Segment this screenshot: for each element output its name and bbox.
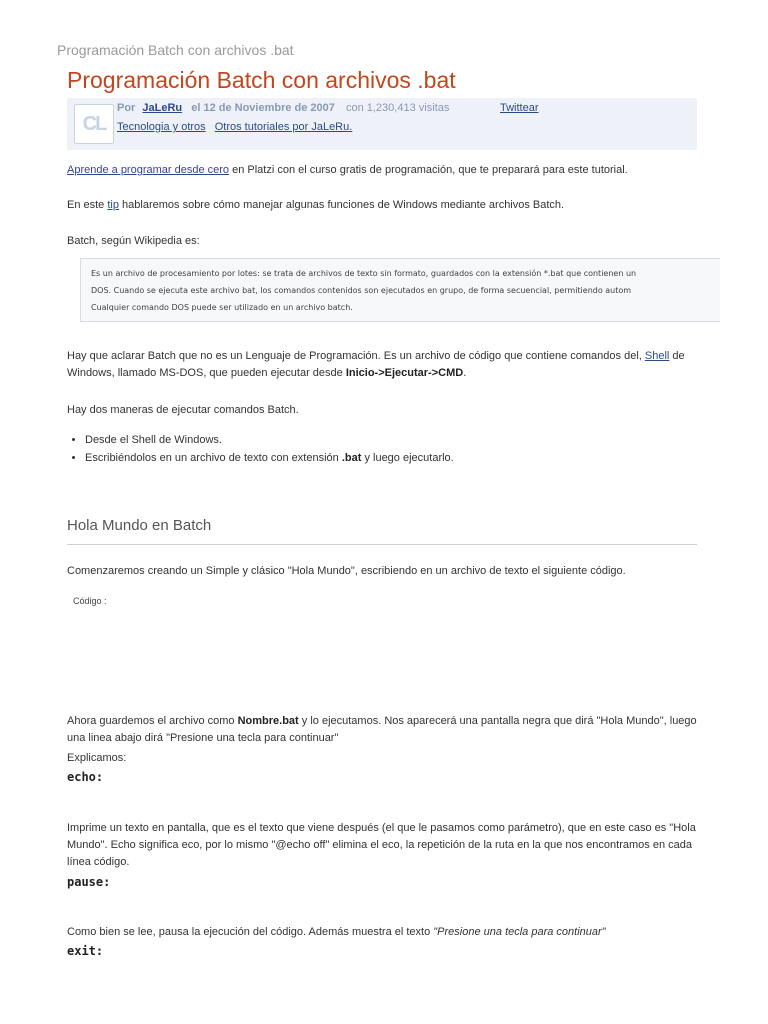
document-title: Programación Batch con archivos .bat <box>57 42 294 58</box>
list-item-text: Escribiéndolos en un archivo de texto con extensión <box>85 452 342 464</box>
quote-line: Es un archivo de procesamiento por lotes: se trata de archivos de texto sin formato, guardados con la extensión *.bat que contienen un <box>91 269 637 278</box>
ways-list <box>67 431 454 467</box>
post-meta-line <box>117 102 449 114</box>
tip-text-after: hablaremos sobre cómo manejar algunas funciones de Windows mediante archivos Batch. <box>118 199 565 211</box>
quote-line: DOS. Cuando se ejecuta este archivo bat, los comandos contenidos son ejecutados en grupo, de forma secuencial, permitiendo autom <box>91 286 632 295</box>
post-links <box>117 121 352 133</box>
list-item <box>85 449 454 467</box>
explain-label: Explicamos: <box>67 752 127 764</box>
explanation-text: . <box>463 367 467 379</box>
exit-heading: exit: <box>67 944 104 958</box>
tip-link[interactable]: tip <box>107 199 119 211</box>
list-item-text: y luego ejecutarlo. <box>361 452 454 464</box>
category-link[interactable]: Tecnologia y otros <box>117 121 206 133</box>
code-label: Código : <box>73 596 107 606</box>
tip-text-before: En este <box>67 199 108 211</box>
explanation-text: de Windows, llamado MS-DOS, que pueden ejecutar desde <box>67 350 685 379</box>
platzi-course-link[interactable]: Aprende a programar desde cero <box>67 164 230 176</box>
echo-heading: echo: <box>67 770 104 784</box>
save-file-paragraph <box>67 713 697 747</box>
view-count: con 1,230,413 visitas <box>345 102 450 114</box>
tweet-link[interactable]: Twittear <box>500 102 539 114</box>
shell-link[interactable]: Shell <box>644 350 670 362</box>
file-name: Nombre.bat <box>237 715 299 727</box>
pause-heading: pause: <box>67 875 111 889</box>
cmd-path: Inicio->Ejecutar->CMD <box>345 367 464 379</box>
post-date: el 12 de Noviembre de 2007 <box>191 102 335 114</box>
author-avatar[interactable]: CL <box>74 104 114 144</box>
echo-description: Imprime un texto en pantalla, que es el texto que viene después (el que le pasamos como parámetro), que en este caso es "Hola Mundo". Echo significa eco, por lo mismo "@echo off" elimina el eco, la repetición de la ruta en la que nos encontramos en cada línea código. <box>67 822 696 868</box>
save-text-before: Ahora guardemos el archivo como <box>67 715 238 727</box>
post-meta-box <box>67 98 697 150</box>
save-text-after: y lo ejecutamos. Nos aparecerá una pantalla negra que dirá "Hola Mundo", luego una linea abajo dirá "Presione una tecla para continuar" <box>67 715 697 744</box>
hello-world-intro: Comenzaremos creando un Simple y clásico "Hola Mundo", escribiendo en un archivo de texto el siguiente código. <box>67 565 626 577</box>
pause-text: Como bien se lee, pausa la ejecución del código. Además muestra el texto <box>67 926 434 938</box>
intro-paragraph <box>67 162 697 179</box>
batch-explanation-paragraph <box>67 348 697 382</box>
quote-line: Cualquier comando DOS puede ser utilizado en un archivo batch. <box>91 303 353 312</box>
post-title: Programación Batch con archivos .bat <box>67 67 456 93</box>
section-heading: Hola Mundo en Batch <box>67 517 212 534</box>
author-link[interactable]: JaLeRu <box>142 102 183 114</box>
ways-paragraph: Hay dos maneras de ejecutar comandos Batch. <box>67 404 299 416</box>
tip-paragraph <box>67 197 697 214</box>
bat-extension: .bat <box>341 452 362 464</box>
by-label: Por <box>117 102 136 114</box>
intro-text: en Platzi con el curso gratis de programación, que te preparará para este tutorial. <box>229 164 628 176</box>
more-tutorials-link[interactable]: Otros tutoriales por JaLeRu. <box>214 121 353 133</box>
wikipedia-intro: Batch, según Wikipedia es: <box>67 235 200 247</box>
section-divider <box>67 544 697 545</box>
list-item: • Desde el Shell de Windows. <box>85 431 454 449</box>
wikipedia-quote <box>80 258 720 322</box>
pause-message: "Presione una tecla para continuar" <box>433 926 606 938</box>
pause-description <box>67 924 697 941</box>
explanation-text: Hay que aclarar Batch que no es un Lenguaje de Programación. Es un archivo de código que contiene comandos del, <box>67 350 645 362</box>
